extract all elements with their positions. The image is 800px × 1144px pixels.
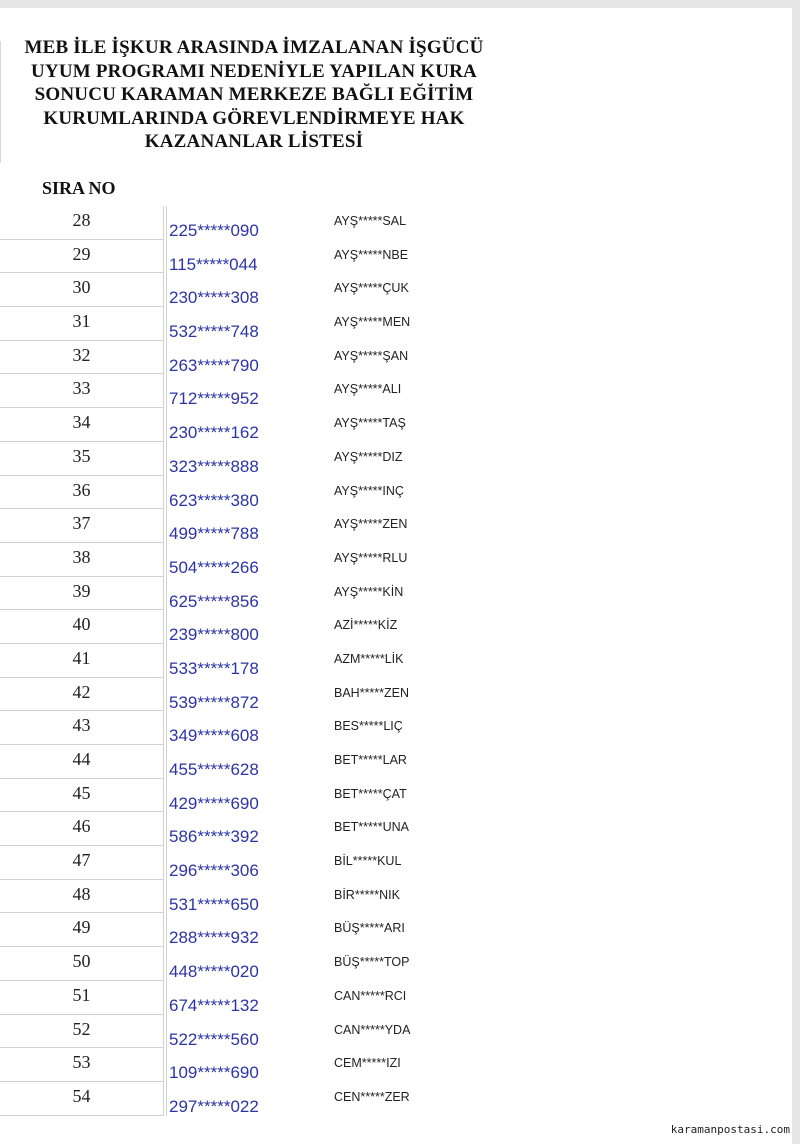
row-name: BET*****UNA bbox=[334, 820, 410, 835]
row-number: 48 bbox=[0, 880, 164, 914]
table-row bbox=[0, 577, 800, 611]
table-row bbox=[0, 678, 800, 712]
row-id-number: 239*****800 bbox=[166, 610, 326, 644]
table-row bbox=[0, 846, 800, 880]
winners-table bbox=[0, 206, 800, 1116]
row-id-number: 323*****888 bbox=[166, 442, 326, 476]
row-name: BET*****LAR bbox=[334, 753, 407, 767]
row-name: BET*****ÇAT bbox=[334, 786, 407, 801]
row-name: AYŞ*****SAL bbox=[334, 214, 407, 228]
table-row bbox=[0, 341, 800, 375]
row-name: AYŞ*****KİN bbox=[334, 584, 404, 599]
table-row bbox=[0, 1048, 800, 1082]
row-number: 54 bbox=[0, 1082, 164, 1116]
row-name: BİR*****NIK bbox=[334, 887, 400, 902]
row-number: 34 bbox=[0, 408, 164, 442]
table-row bbox=[0, 509, 800, 543]
row-number: 40 bbox=[0, 610, 164, 644]
row-name: AYŞ*****ZEN bbox=[334, 517, 408, 532]
row-number: 38 bbox=[0, 543, 164, 577]
row-name: AYŞ*****ŞAN bbox=[334, 348, 409, 363]
title-line: SONUCU KARAMAN MERKEZE BAĞLI EĞİTİM bbox=[34, 84, 474, 105]
row-id-number: 674*****132 bbox=[166, 981, 326, 1015]
table-row bbox=[0, 307, 800, 341]
row-id-number: 297*****022 bbox=[166, 1082, 326, 1116]
title-line: KURUMLARINDA GÖREVLENDİRMEYE HAK bbox=[43, 107, 465, 129]
row-number: 44 bbox=[0, 745, 164, 779]
row-id-number: 586*****392 bbox=[166, 812, 326, 846]
row-id-number: 531*****650 bbox=[166, 880, 326, 914]
row-id-number: 109*****690 bbox=[166, 1048, 326, 1082]
watermark: karamanpostasi.com bbox=[670, 1123, 790, 1136]
row-id-number: 623*****380 bbox=[166, 476, 326, 510]
table-row bbox=[0, 1082, 800, 1116]
row-number: 43 bbox=[0, 711, 164, 745]
table-row bbox=[0, 543, 800, 577]
row-number: 37 bbox=[0, 509, 164, 543]
table-row bbox=[0, 442, 800, 476]
row-name: AZİ*****KİZ bbox=[334, 618, 398, 633]
row-name: AYŞ*****DIZ bbox=[334, 449, 403, 464]
row-number: 47 bbox=[0, 846, 164, 880]
row-number: 33 bbox=[0, 374, 164, 408]
table-row bbox=[0, 812, 800, 846]
document-title bbox=[4, 36, 504, 154]
table-row bbox=[0, 374, 800, 408]
row-number: 30 bbox=[0, 273, 164, 307]
table-row bbox=[0, 408, 800, 442]
table-row bbox=[0, 880, 800, 914]
table-row bbox=[0, 644, 800, 678]
row-id-number: 230*****308 bbox=[166, 273, 326, 307]
row-number: 29 bbox=[0, 240, 164, 274]
row-number: 49 bbox=[0, 913, 164, 947]
table-row bbox=[0, 476, 800, 510]
row-name: CEM*****IZI bbox=[334, 1056, 401, 1071]
row-name: AYŞ*****NBE bbox=[334, 247, 409, 262]
row-number: 52 bbox=[0, 1015, 164, 1049]
row-name: BÜŞ*****TOP bbox=[334, 955, 410, 970]
row-name: AYŞ*****MEN bbox=[334, 315, 411, 330]
row-number: 31 bbox=[0, 307, 164, 341]
row-name: BİL*****KUL bbox=[334, 854, 402, 869]
row-id-number: 349*****608 bbox=[166, 711, 326, 745]
row-number: 35 bbox=[0, 442, 164, 476]
row-number: 53 bbox=[0, 1048, 164, 1082]
row-id-number: 429*****690 bbox=[166, 779, 326, 813]
row-number: 36 bbox=[0, 476, 164, 510]
row-number: 28 bbox=[0, 206, 164, 240]
row-id-number: 522*****560 bbox=[166, 1015, 326, 1049]
document-page bbox=[0, 8, 792, 1144]
row-id-number: 448*****020 bbox=[166, 947, 326, 981]
row-id-number: 712*****952 bbox=[166, 374, 326, 408]
row-number: 46 bbox=[0, 812, 164, 846]
table-row bbox=[0, 240, 800, 274]
row-name: BAH*****ZEN bbox=[334, 685, 410, 700]
row-name: BÜŞ*****ARI bbox=[334, 921, 405, 936]
row-name: AYŞ*****RLU bbox=[334, 550, 408, 565]
table-row bbox=[0, 981, 800, 1015]
row-number: 39 bbox=[0, 577, 164, 611]
table-row bbox=[0, 273, 800, 307]
row-name: AYŞ*****ALI bbox=[334, 382, 402, 397]
row-id-number: 230*****162 bbox=[166, 408, 326, 442]
row-number: 42 bbox=[0, 678, 164, 712]
title-line: KAZANANLAR LİSTESİ bbox=[144, 131, 364, 152]
row-number: 41 bbox=[0, 644, 164, 678]
row-id-number: 296*****306 bbox=[166, 846, 326, 880]
row-name: BES*****LIÇ bbox=[334, 719, 403, 734]
table-row bbox=[0, 745, 800, 779]
row-name: CAN*****RCI bbox=[334, 988, 407, 1003]
table-row bbox=[0, 711, 800, 745]
table-row bbox=[0, 947, 800, 981]
table-row bbox=[0, 913, 800, 947]
row-id-number: 625*****856 bbox=[166, 577, 326, 611]
row-number: 50 bbox=[0, 947, 164, 981]
table-row bbox=[0, 610, 800, 644]
row-number: 45 bbox=[0, 779, 164, 813]
left-margin-rule bbox=[0, 41, 1, 163]
row-id-number: 263*****790 bbox=[166, 341, 326, 375]
row-name: AYŞ*****INÇ bbox=[334, 483, 404, 498]
row-id-number: 532*****748 bbox=[166, 307, 326, 341]
column-header-sira-no: SIRA NO bbox=[42, 178, 116, 198]
row-id-number: 288*****932 bbox=[166, 913, 326, 947]
row-id-number: 504*****266 bbox=[166, 543, 326, 577]
row-name: AZM*****LİK bbox=[334, 651, 404, 666]
row-id-number: 225*****090 bbox=[166, 206, 326, 240]
title-line: UYUM PROGRAMI NEDENİYLE YAPILAN KURA bbox=[31, 60, 477, 82]
table-row bbox=[0, 1015, 800, 1049]
row-name: AYŞ*****ÇUK bbox=[334, 281, 409, 296]
row-id-number: 115*****044 bbox=[166, 240, 326, 274]
row-id-number: 533*****178 bbox=[166, 644, 326, 678]
row-number: 51 bbox=[0, 981, 164, 1015]
row-id-number: 539*****872 bbox=[166, 678, 326, 712]
table-row bbox=[0, 779, 800, 813]
row-name: AYŞ*****TAŞ bbox=[334, 416, 406, 431]
title-line: MEB İLE İŞKUR ARASINDA İMZALANAN İŞGÜCÜ bbox=[24, 37, 484, 58]
row-number: 32 bbox=[0, 341, 164, 375]
row-name: CAN*****YDA bbox=[334, 1022, 411, 1037]
row-id-number: 499*****788 bbox=[166, 509, 326, 543]
table-row bbox=[0, 206, 800, 240]
row-id-number: 455*****628 bbox=[166, 745, 326, 779]
row-name: CEN*****ZER bbox=[334, 1089, 410, 1104]
